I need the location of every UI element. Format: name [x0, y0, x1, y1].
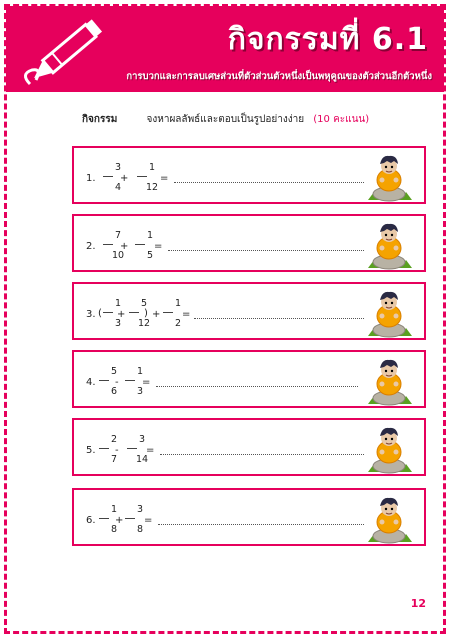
denominator: 7 — [110, 454, 118, 465]
operator: - — [115, 377, 119, 388]
numerator: 1 — [136, 366, 144, 377]
question-box-5 — [72, 418, 426, 476]
caveman-character — [364, 286, 414, 340]
numerator: 1 — [146, 230, 154, 241]
numerator: 1 — [174, 298, 182, 309]
question-box-4 — [72, 350, 426, 408]
activity-label: กิจกรรม — [82, 114, 118, 125]
question-number: 1. — [86, 173, 96, 184]
numerator: 5 — [110, 366, 118, 377]
equals-sign: = — [154, 241, 163, 252]
numerator: 3 — [136, 504, 144, 515]
answer-line[interactable] — [160, 454, 364, 455]
operator: + — [120, 241, 129, 252]
question-number: 2. — [86, 241, 96, 252]
denominator: 8 — [136, 524, 144, 535]
page-title: กิจกรรมที่ 6.1 — [227, 22, 428, 57]
denominator: 3 — [136, 386, 144, 397]
operator: + — [120, 173, 129, 184]
activity-points: (10 คะแนน) — [313, 114, 370, 125]
caveman-character — [364, 354, 414, 408]
answer-line[interactable] — [174, 182, 364, 183]
numerator: 1 — [148, 162, 156, 173]
numerator: 3 — [114, 162, 122, 173]
answer-line[interactable] — [194, 318, 364, 319]
question-number: 3. — [86, 309, 96, 320]
question-number: 6. — [86, 515, 96, 526]
operator: + — [117, 309, 126, 320]
denominator: 5 — [146, 250, 154, 261]
denominator: 2 — [174, 318, 182, 329]
activity-instruction — [82, 112, 369, 127]
open-paren: ( — [98, 308, 102, 319]
answer-line[interactable] — [156, 386, 358, 387]
denominator: 8 — [110, 524, 118, 535]
equals-sign: = — [144, 515, 153, 526]
page-subtitle: การบวกและการลบเศษส่วนที่ตัวส่วนตัวหนึ่งเป็นพหุคูณของตัวส่วนอีกตัวหนึ่ง — [126, 71, 432, 82]
denominator: 10 — [111, 250, 125, 261]
denominator: 12 — [145, 182, 159, 193]
page-number: 12 — [410, 597, 426, 610]
equals-sign: = — [142, 377, 151, 388]
equals-sign: = — [182, 309, 191, 320]
activity-text: จงหาผลลัพธ์และตอบเป็นรูปอย่างง่าย — [146, 114, 305, 125]
operator: + — [115, 515, 124, 526]
question-box-2 — [72, 214, 426, 272]
operator: + — [152, 309, 161, 320]
numerator: 7 — [114, 230, 122, 241]
denominator: 6 — [110, 386, 118, 397]
denominator: 14 — [135, 454, 149, 465]
numerator: 5 — [140, 298, 148, 309]
caveman-character — [364, 492, 414, 546]
equals-sign: = — [160, 173, 169, 184]
numerator: 1 — [114, 298, 122, 309]
header-banner — [6, 6, 444, 92]
answer-line[interactable] — [158, 524, 364, 525]
question-number: 5. — [86, 445, 96, 456]
numerator: 3 — [138, 434, 146, 445]
denominator: 4 — [114, 182, 122, 193]
question-box-3 — [72, 282, 426, 340]
equals-sign: = — [146, 445, 155, 456]
caveman-character — [364, 150, 414, 204]
operator: - — [115, 445, 119, 456]
question-box-1 — [72, 146, 426, 204]
question-number: 4. — [86, 377, 96, 388]
pencil-icon — [16, 14, 116, 92]
numerator: 1 — [110, 504, 118, 515]
denominator: 12 — [137, 318, 151, 329]
caveman-character — [364, 218, 414, 272]
close-paren: ) — [144, 308, 148, 319]
numerator: 2 — [110, 434, 118, 445]
caveman-character — [364, 422, 414, 476]
denominator: 3 — [114, 318, 122, 329]
question-box-6 — [72, 488, 426, 546]
answer-line[interactable] — [168, 250, 364, 251]
